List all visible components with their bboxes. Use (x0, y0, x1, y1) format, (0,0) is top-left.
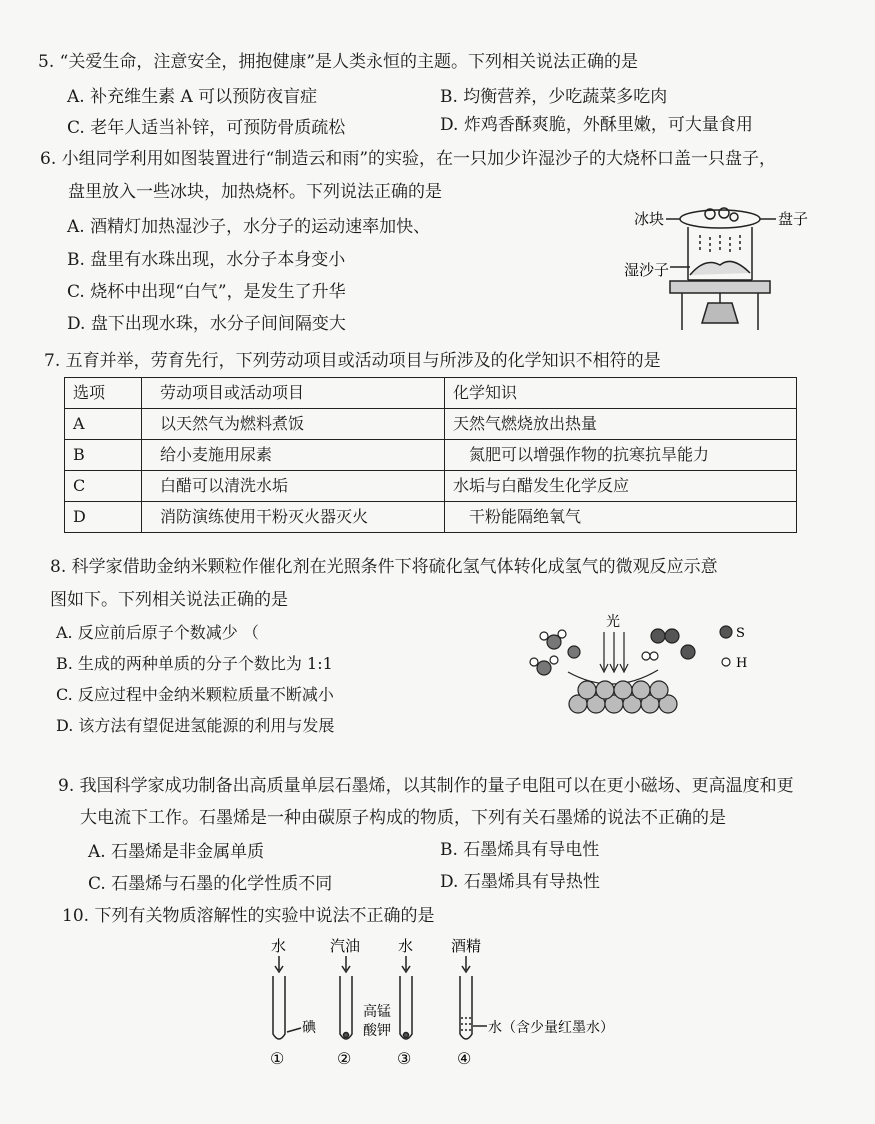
table-cell: C (65, 471, 142, 502)
q8-figure (528, 612, 778, 727)
q9-option-c: C. 石墨烯与石墨的化学性质不同 (88, 874, 333, 894)
table-header-cell: 选项 (65, 378, 142, 409)
table-cell: 白醋可以清洗水垢 (142, 471, 445, 502)
table-header-cell: 化学知识 (445, 378, 797, 409)
alcohol-lamp (702, 303, 738, 323)
q5-option-b: B. 均衡营养，少吃蔬菜多吃肉 (440, 87, 668, 107)
table-cell: D (65, 502, 142, 533)
q5-option-d: D. 炸鸡香酥爽脆，外酥里嫩，可大量食用 (440, 115, 753, 135)
q8-stem-line2: 图如下。下列相关说法正确的是 (50, 590, 288, 610)
q9-option-a: A. 石墨烯是非金属单质 (88, 842, 265, 862)
table-cell: 氮肥可以增强作物的抗寒抗旱能力 (445, 440, 797, 471)
table-cell: 以天然气为燃料煮饭 (142, 409, 445, 440)
table-row (65, 409, 797, 440)
table-row (65, 502, 797, 533)
q8-option-d: D. 该方法有望促进氢能源的利用与发展 (56, 716, 335, 735)
tube-top-label: 水 (271, 937, 287, 955)
tube-top-label: 汽油 (330, 937, 361, 955)
tube-number: ④ (457, 1049, 472, 1068)
sand (690, 261, 750, 275)
q5-option-c: C. 老年人适当补锌，可预防骨质疏松 (67, 118, 346, 138)
legend-h: H (736, 656, 748, 671)
table-row (65, 471, 797, 502)
q5-option-a: A. 补充维生素 A 可以预防夜盲症 (67, 87, 318, 107)
table-row (65, 440, 797, 471)
tube-number: ① (270, 1049, 285, 1068)
label-kmno4-line1: 高锰 (363, 1004, 391, 1020)
plate (680, 210, 760, 228)
tube-top-label: 水 (398, 937, 414, 955)
tripod-top (670, 281, 770, 293)
q9-option-d: D. 石墨烯具有导热性 (440, 872, 600, 892)
tube-number: ③ (397, 1049, 412, 1068)
q6-stem-line2: 盘里放入一些冰块，加热烧杯。下列说法正确的是 (68, 182, 442, 202)
table-cell: B (65, 440, 142, 471)
ice-cube (730, 213, 738, 221)
label-plate: 盘子 (778, 210, 809, 228)
table-cell: 干粉能隔绝氧气 (445, 502, 797, 533)
table-cell: 天然气燃烧放出热量 (445, 409, 797, 440)
legend-s: S (736, 626, 745, 641)
test-tube (340, 976, 352, 1039)
label-ice: 冰块 (634, 210, 665, 228)
q6-option-d: D. 盘下出现水珠，水分子间间隔变大 (67, 314, 346, 334)
label-iodine: 碘 (302, 1020, 316, 1036)
q6-option-a: A. 酒精灯加热湿沙子，水分子的运动速率加快、 (67, 217, 431, 237)
label-water-red: 水（含少量红墨水） (488, 1020, 614, 1036)
q6-option-c: C. 烧杯中出现“白气”，是发生了升华 (67, 282, 346, 302)
table-cell: 给小麦施用尿素 (142, 440, 445, 471)
q10-figure (255, 936, 655, 1071)
q9-stem-line2: 大电流下工作。石墨烯是一种由碳原子构成的物质，下列有关石墨烯的说法不正确的是 (80, 808, 726, 828)
q7-table (64, 377, 797, 533)
tube-top-label: 酒精 (451, 937, 482, 955)
q7-stem: 7. 五育并举，劳育先行，下列劳动项目或活动项目与所涉及的化学知识不相符的是 (44, 351, 661, 371)
table-header-cell: 劳动项目或活动项目 (142, 378, 445, 409)
q8-option-a: A. 反应前后原子个数减少 （ (56, 623, 259, 642)
test-tube (400, 976, 412, 1039)
tube-number: ② (337, 1049, 352, 1068)
q8-stem-line1: 8. 科学家借助金纳米颗粒作催化剂在光照条件下将硫化氢气体转化成氢气的微观反应示意 (50, 557, 718, 577)
q10-stem: 10. 下列有关物质溶解性的实验中说法不正确的是 (62, 906, 435, 926)
table-cell: A (65, 409, 142, 440)
q6-figure (620, 195, 820, 340)
q8-option-c: C. 反应过程中金纳米颗粒质量不断减小 (56, 685, 334, 704)
label-kmno4-line2: 酸钾 (363, 1023, 391, 1039)
q6-option-b: B. 盘里有水珠出现，水分子本身变小 (67, 250, 346, 270)
label-sand: 湿沙子 (624, 261, 670, 279)
table-cell: 消防演练使用干粉灭火器灭火 (142, 502, 445, 533)
q9-stem-line1: 9. 我国科学家成功制备出高质量单层石墨烯，以其制作的量子电阻可以在更小磁场、更高温度和更 (58, 776, 794, 796)
q8-option-b: B. 生成的两种单质的分子个数比为 1:1 (56, 654, 333, 673)
q6-stem-line1: 6. 小组同学利用如图装置进行“制造云和雨”的实验，在一只加少许湿沙子的大烧杯口盖一只盘子， (40, 149, 777, 169)
label-light: 光 (606, 614, 620, 630)
q5-stem: 5. “关爱生命，注意安全，拥抱健康”是人类永恒的主题。下列相关说法正确的是 (38, 52, 639, 72)
q9-option-b: B. 石墨烯具有导电性 (440, 840, 600, 860)
table-header-row (65, 378, 797, 409)
test-tube (273, 976, 285, 1039)
table-cell: 水垢与白醋发生化学反应 (445, 471, 797, 502)
